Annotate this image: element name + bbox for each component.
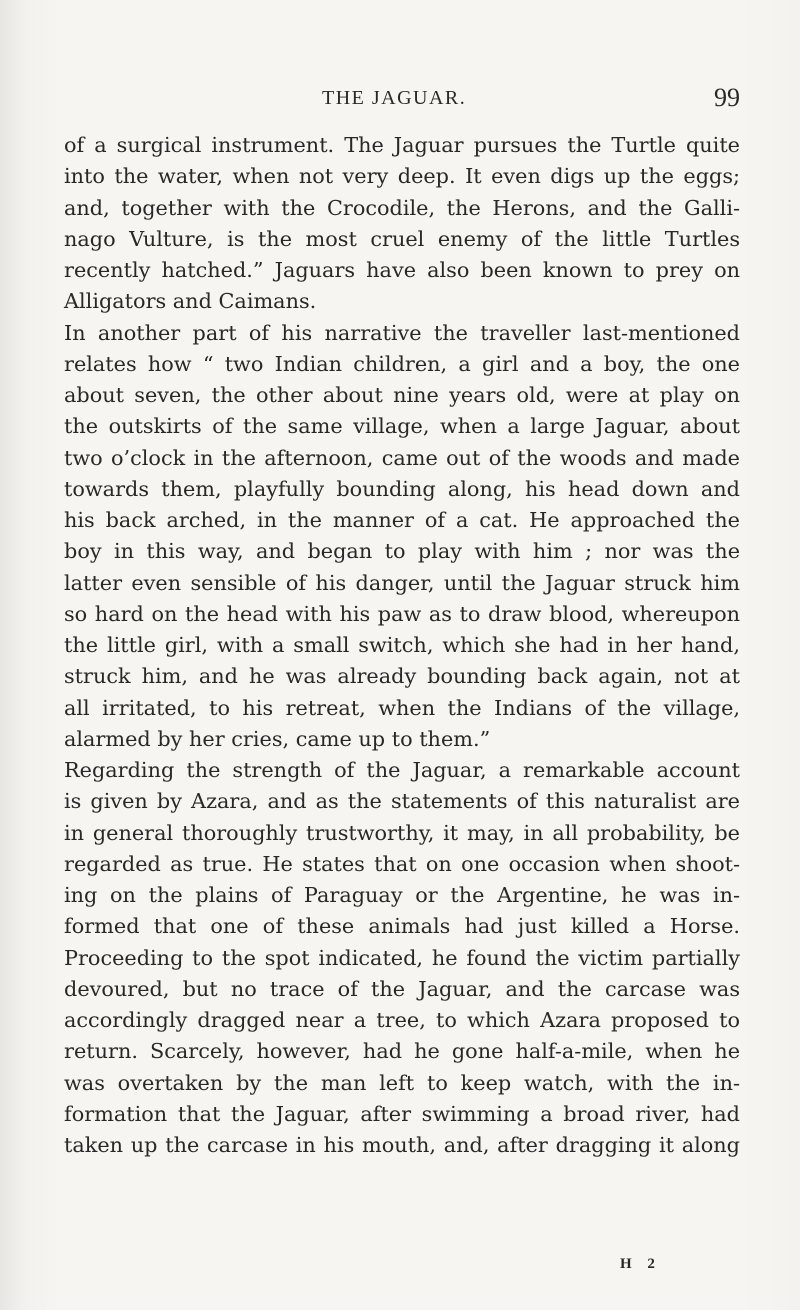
text-line: his back arched, in the manner of a cat. He approached the <box>64 508 740 532</box>
text-line: regarded as true. He states that on one occasion when shoot- <box>64 851 740 876</box>
text-line: accordingly dragged near a tree, to which Azara proposed to <box>64 1008 740 1032</box>
text-line: alarmed by her cries, came up to them.” <box>64 726 491 751</box>
text-line: in general thoroughly trustworthy, it may, in all probability, be <box>64 820 740 845</box>
text-line: two o’clock in the afternoon, came out of the woods and made <box>64 445 740 470</box>
text-line: relates how “ two Indian children, a girl and a boy, the one <box>64 351 740 376</box>
text-line: Regarding the strength of the Jaguar, a remarkable account <box>64 758 740 782</box>
text-line: and, together with the Crocodile, the Herons, and the Galli- <box>64 195 740 220</box>
text-line: boy in this way, and began to play with him ; nor was the <box>64 539 740 564</box>
text-line: was overtaken by the man left to keep watch, with the in- <box>64 1070 740 1095</box>
body-text <box>64 130 740 1161</box>
signature-mark: H 2 <box>620 1256 661 1272</box>
text-line: latter even sensible of his danger, until the Jaguar struck him <box>64 570 740 595</box>
text-line: the outskirts of the same village, when a large Jaguar, about <box>64 414 740 439</box>
text-line: taken up the carcase in his mouth, and, after dragging it along <box>64 1133 740 1157</box>
text-line: Proceeding to the spot indicated, he found the victim partially <box>64 945 740 970</box>
text-line: In another part of his narrative the traveller last-mentioned <box>64 320 740 345</box>
page-number: 99 <box>714 83 740 112</box>
text-line: the little girl, with a small switch, which she had in her hand, <box>64 633 740 657</box>
text-line: into the water, when not very deep. It even digs up the eggs; <box>64 164 740 189</box>
text-line: ing on the plains of Paraguay or the Argentine, he was in- <box>64 883 740 907</box>
text-line: Alligators and Caimans. <box>64 289 317 314</box>
text-line: is given by Azara, and as the statements of this naturalist are <box>64 789 740 814</box>
running-head-title: THE JAGUAR. <box>322 87 467 109</box>
text-line: about seven, the other about nine years old, were at play on <box>64 383 740 407</box>
text-line: of a surgical instrument. The Jaguar pursues the Turtle quite <box>64 133 740 157</box>
text-line: recently hatched.” Jaguars have also been known to prey on <box>64 258 740 282</box>
text-line: so hard on the head with his paw as to draw blood, whereupon <box>64 601 740 626</box>
text-line: devoured, but no trace of the Jaguar, and the carcase was <box>64 976 740 1001</box>
running-head <box>0 82 800 114</box>
text-line: formation that the Jaguar, after swimming a broad river, had <box>64 1101 740 1126</box>
text-line: return. Scarcely, however, had he gone half-a-mile, when he <box>64 1039 740 1064</box>
text-line: all irritated, to his retreat, when the Indians of the village, <box>64 695 740 720</box>
text-line: nago Vulture, is the most cruel enemy of the little Turtles <box>64 226 740 251</box>
text-line: towards them, playfully bounding along, his head down and <box>64 476 740 501</box>
text-line: formed that one of these animals had just killed a Horse. <box>64 914 740 939</box>
text-line: struck him, and he was already bounding back again, not at <box>64 664 740 689</box>
